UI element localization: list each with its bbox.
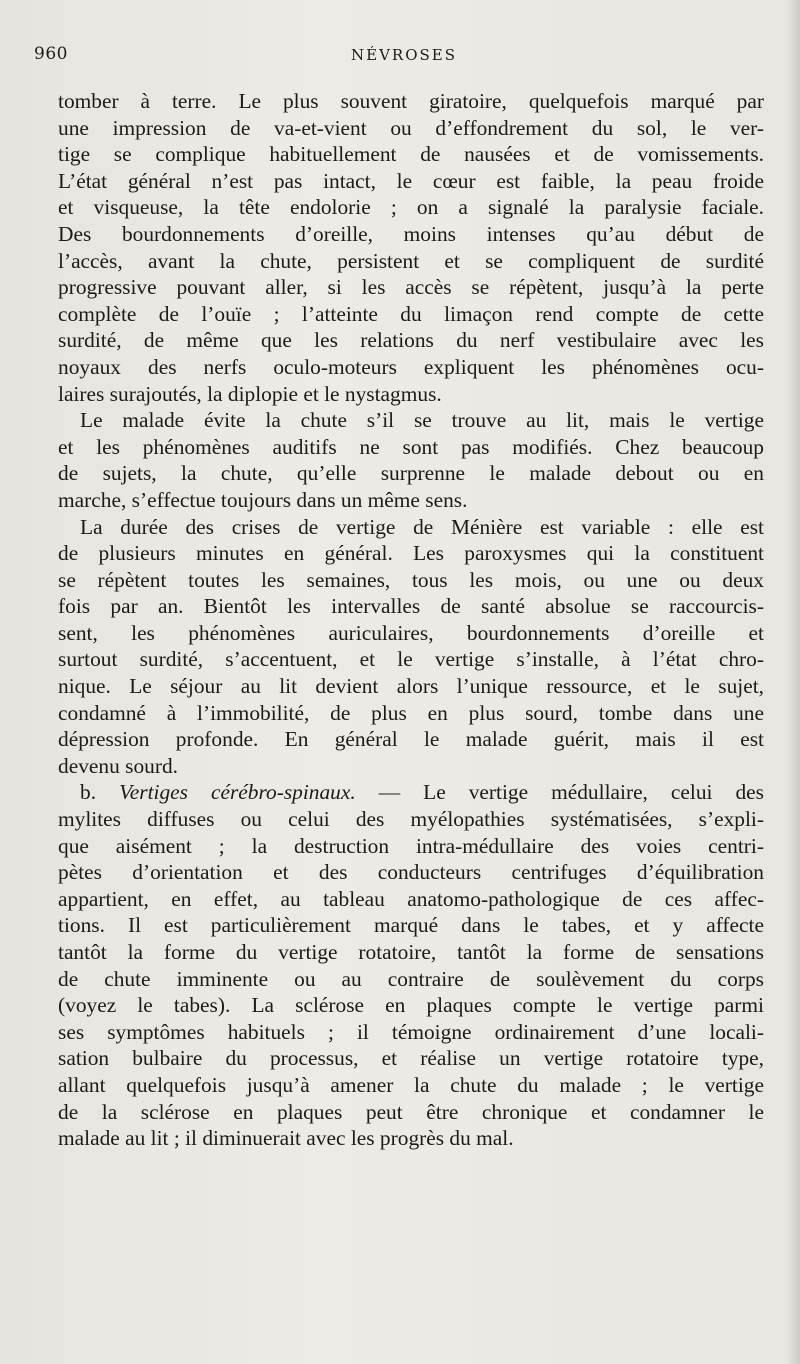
text-line: L’état général n’est pas intact, le cœur est faible, la peau froide bbox=[58, 168, 764, 193]
page-number: 960 bbox=[34, 44, 68, 64]
text-line: fois par an. Bientôt les intervalles de santé absolue se raccourcis- bbox=[58, 594, 764, 619]
text-line: appartient, en effet, au tableau anatomo-pathologique de ces affec- bbox=[58, 886, 764, 911]
text-line: sent, les phénomènes auriculaires, bourdonnements d’oreille et bbox=[58, 620, 764, 645]
text-line: de sujets, la chute, qu’elle surprenne le malade debout ou en bbox=[58, 461, 764, 486]
chapter-title: NÉVROSES bbox=[351, 46, 457, 64]
text-line: La durée des crises de vertige de Ménière est variable : elle est bbox=[80, 514, 764, 539]
text-line: surtout surdité, s’accentuent, et le vertige s’installe, à l’état chro- bbox=[58, 647, 764, 672]
text-line: (voyez le tabes). La sclérose en plaques compte le vertige parmi bbox=[58, 993, 764, 1018]
text-line: complète de l’ouïe ; l’atteinte du limaçon rend compte de cette bbox=[58, 301, 764, 326]
text-line: malade au lit ; il diminuerait avec les progrès du mal. bbox=[58, 1126, 514, 1151]
text-line: se répètent toutes les semaines, tous les mois, ou une ou deux bbox=[58, 567, 764, 592]
text-line: et les phénomènes auditifs ne sont pas modifiés. Chez beaucoup bbox=[58, 434, 764, 459]
text-line: tige se complique habituellement de nausées et de vomissements. bbox=[58, 142, 764, 167]
text-line: tomber à terre. Le plus souvent giratoire, quelquefois marqué par bbox=[58, 89, 764, 113]
text-line: allant quelquefois jusqu’à amener la chute du malade ; le vertige bbox=[58, 1072, 764, 1097]
text-line: progressive pouvant aller, si les accès se répètent, jusqu’à la perte bbox=[58, 275, 764, 300]
section-heading-rest: — Le vertige médullaire, celui des bbox=[355, 780, 764, 805]
text-line: mylites diffuses ou celui des myélopathies systématisées, s’expli- bbox=[58, 807, 764, 832]
text-line: noyaux des nerfs oculo-moteurs expliquent les phénomènes ocu- bbox=[58, 354, 764, 379]
section-heading-line bbox=[58, 779, 764, 806]
text-line: de chute imminente ou au contraire de soulèvement du corps bbox=[58, 966, 764, 991]
text-line: l’accès, avant la chute, persistent et se compliquent de surdité bbox=[58, 248, 764, 273]
text-line: marche, s’effectue toujours dans un même sens. bbox=[58, 487, 468, 512]
text-line: et visqueuse, la tête endolorie ; on a signalé la paralysie faciale. bbox=[58, 195, 764, 220]
text-line: sation bulbaire du processus, et réalise un vertige rotatoire type, bbox=[58, 1046, 764, 1071]
text-line: ses symptômes habituels ; il témoigne ordinairement d’une locali- bbox=[58, 1019, 764, 1044]
body-text bbox=[58, 88, 764, 1152]
text-line: devenu sourd. bbox=[58, 753, 178, 778]
text-line: tions. Il est particulièrement marqué dans le tabes, et y affecte bbox=[58, 913, 764, 938]
text-line: que aisément ; la destruction intra-médullaire des voies centri- bbox=[58, 833, 764, 858]
text-line: laires surajoutés, la diplopie et le nystagmus. bbox=[58, 381, 442, 406]
text-line: une impression de va-et-vient ou d’effondrement du sol, le ver- bbox=[58, 115, 764, 140]
section-label: b. bbox=[80, 780, 120, 805]
text-line: Des bourdonnements d’oreille, moins intenses qu’au début de bbox=[58, 221, 764, 246]
text-line: condamné à l’immobilité, de plus en plus sourd, tombe dans une bbox=[58, 700, 764, 725]
page-edge-shadow bbox=[786, 0, 800, 1364]
section-heading: Vertiges cérébro-spinaux. bbox=[119, 780, 356, 805]
text-line: de la sclérose en plaques peut être chronique et condamner le bbox=[58, 1099, 764, 1124]
text-line: de plusieurs minutes en général. Les paroxysmes qui la constituent bbox=[58, 541, 764, 566]
text-line: pètes d’orientation et des conducteurs centrifuges d’équilibration bbox=[58, 860, 764, 885]
text-line: dépression profonde. En général le malade guérit, mais il est bbox=[58, 727, 764, 752]
running-head bbox=[34, 44, 764, 70]
text-line: nique. Le séjour au lit devient alors l’unique ressource, et le sujet, bbox=[58, 674, 764, 699]
text-line: Le malade évite la chute s’il se trouve au lit, mais le vertige bbox=[80, 408, 764, 433]
text-line: surdité, de même que les relations du nerf vestibulaire avec les bbox=[58, 328, 764, 353]
text-line: tantôt la forme du vertige rotatoire, tantôt la forme de sensations bbox=[58, 940, 764, 964]
